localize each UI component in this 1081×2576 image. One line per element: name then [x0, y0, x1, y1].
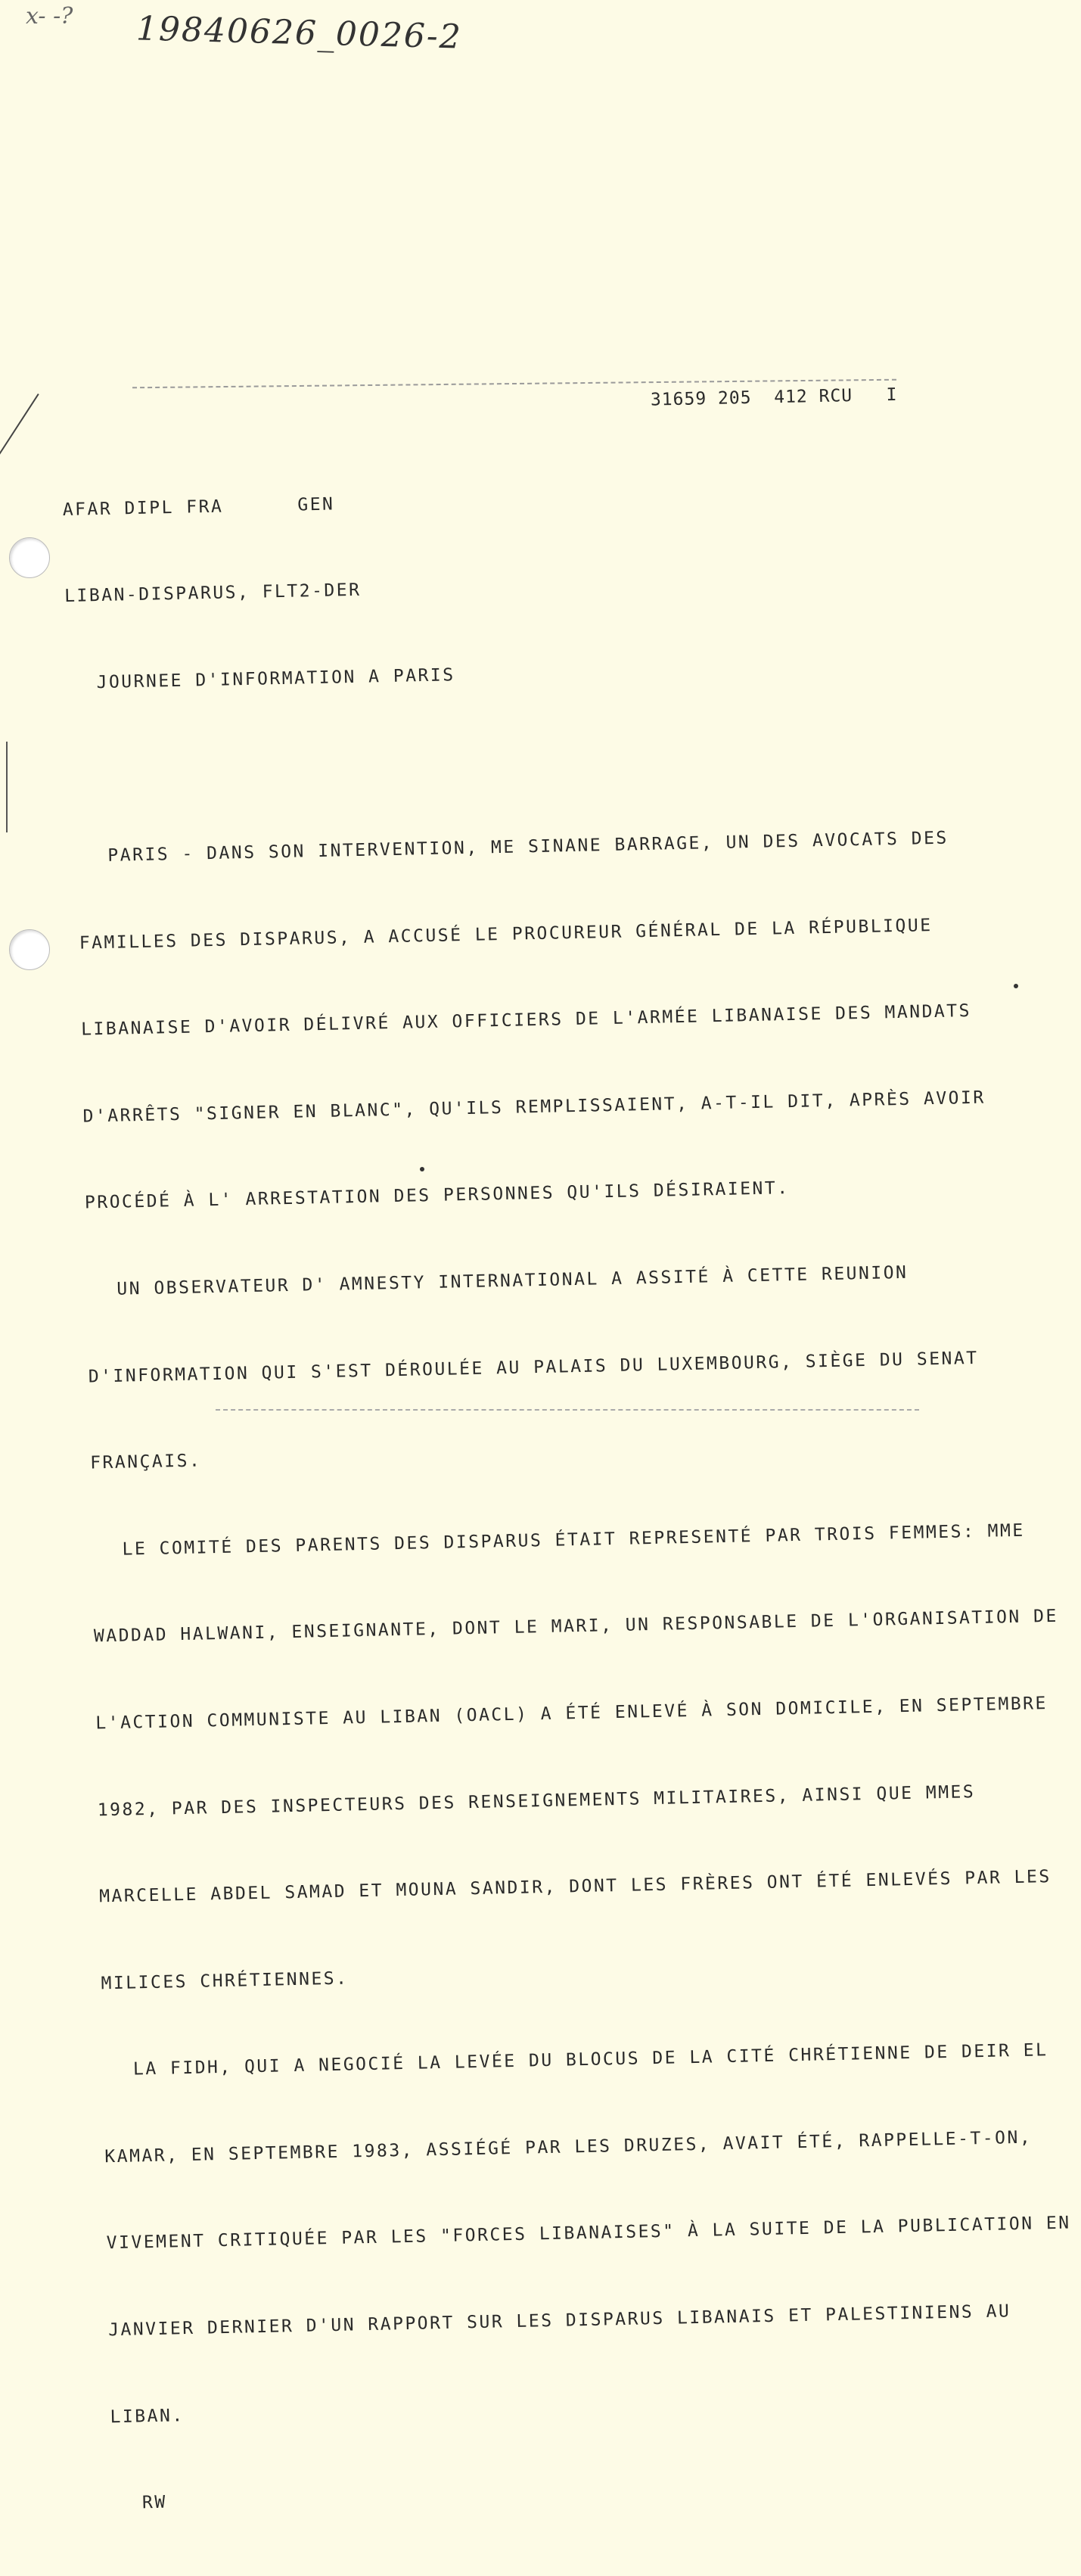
stray-dot: [420, 1167, 424, 1171]
body-line: D'ARRÊTS "SIGNER EN BLANC", QU'ILS REMPLISSAIENT, A-T-IL DIT, APRÈS AVOIR: [82, 1087, 986, 1127]
punch-hole-bottom: [9, 929, 50, 970]
body-line: LA FIDH, QUI A NEGOCIÉ LA LEVÉE DU BLOCUS DE LA CITÉ CHRÉTIENNE DE DEIR EL: [132, 2040, 1048, 2080]
punch-hole-top: [9, 537, 50, 578]
routing-line: AFAR DIPL FRA GEN: [62, 494, 335, 520]
spacer: [68, 735, 1037, 784]
margin-mark: [6, 742, 8, 832]
stray-dot: [1014, 984, 1018, 988]
body-line: LIBAN.: [110, 2405, 185, 2427]
slug-line: LIBAN-DISPARUS, FLT2-DER: [64, 580, 362, 607]
body-line: LE COMITÉ DES PARENTS DES DISPARUS ÉTAIT REPRESENTÉ PAR TROIS FEMMES: MME: [122, 1520, 1025, 1560]
body-line: PROCÉDÉ À L' ARRESTATION DES PERSONNES QU'ILS DÉSIRAIENT.: [84, 1178, 790, 1213]
body-line: LIBANAISE D'AVOIR DÉLIVRÉ AUX OFFICIERS DE L'ARMÉE LIBANAISE DES MANDATS: [80, 1001, 972, 1040]
body-line: VIVEMENT CRITIQUÉE PAR LES "FORCES LIBANAISES" À LA SUITE DE LA PUBLICATION EN: [106, 2214, 1071, 2254]
body-line: WADDAD HALWANI, ENSEIGNANTE, DONT LE MARI, UN RESPONSABLE DE L'ORGANISATION DE: [93, 1607, 1059, 1647]
handwritten-document-id: 19840626_0026-2: [135, 9, 463, 57]
tear-line-bottom: [216, 1409, 919, 1411]
body-line: FRANÇAIS.: [89, 1451, 202, 1473]
body-line: L'ACTION COMMUNISTE AU LIBAN (OACL) A ÉTÉ ENLEVÉ À SON DOMICILE, EN SEPTEMBRE: [95, 1693, 1048, 1734]
body-line: D'INFORMATION QUI S'EST DÉROULÉE AU PALAIS DU LUXEMBOURG, SIÈGE DU SENAT: [88, 1348, 979, 1387]
body-line: 1982, PAR DES INSPECTEURS DES RENSEIGNEMENTS MILITAIRES, AINSI QUE MMES: [97, 1781, 976, 1820]
body-line: JANVIER DERNIER D'UN RAPPORT SUR LES DISPARUS LIBANAIS ET PALESTINIENS AU: [107, 2301, 1011, 2341]
pen-stroke: [0, 394, 39, 540]
headline: JOURNEE D'INFORMATION A PARIS: [96, 664, 455, 692]
body-line: MARCELLE ABDEL SAMAD ET MOUNA SANDIR, DONT LES FRÈRES ONT ÉTÉ ENLEVÉS PAR LES: [98, 1867, 1051, 1907]
signoff: RW: [141, 2492, 167, 2513]
dispatch-reference: 31659 205 412 RCU I: [650, 384, 898, 410]
telex-text: [61, 384, 1074, 2576]
corner-mark: x- -?: [26, 3, 73, 30]
body-line: KAMAR, EN SEPTEMBRE 1983, ASSIÉGÉ PAR LES DRUZES, AVAIT ÉTÉ, RAPPELLE-T-ON,: [104, 2127, 1033, 2167]
body-line: FAMILLES DES DISPARUS, A ACCUSÉ LE PROCUREUR GÉNÉRAL DE LA RÉPUBLIQUE: [79, 915, 933, 954]
body-line: PARIS - DANS SON INTERVENTION, ME SINANE BARRAGE, UN DES AVOCATS DES: [107, 828, 949, 866]
body-line: UN OBSERVATEUR D' AMNESTY INTERNATIONAL A ASSITÉ À CETTE REUNION: [116, 1262, 909, 1299]
body-line: MILICES CHRÉTIENNES.: [101, 1968, 349, 1994]
